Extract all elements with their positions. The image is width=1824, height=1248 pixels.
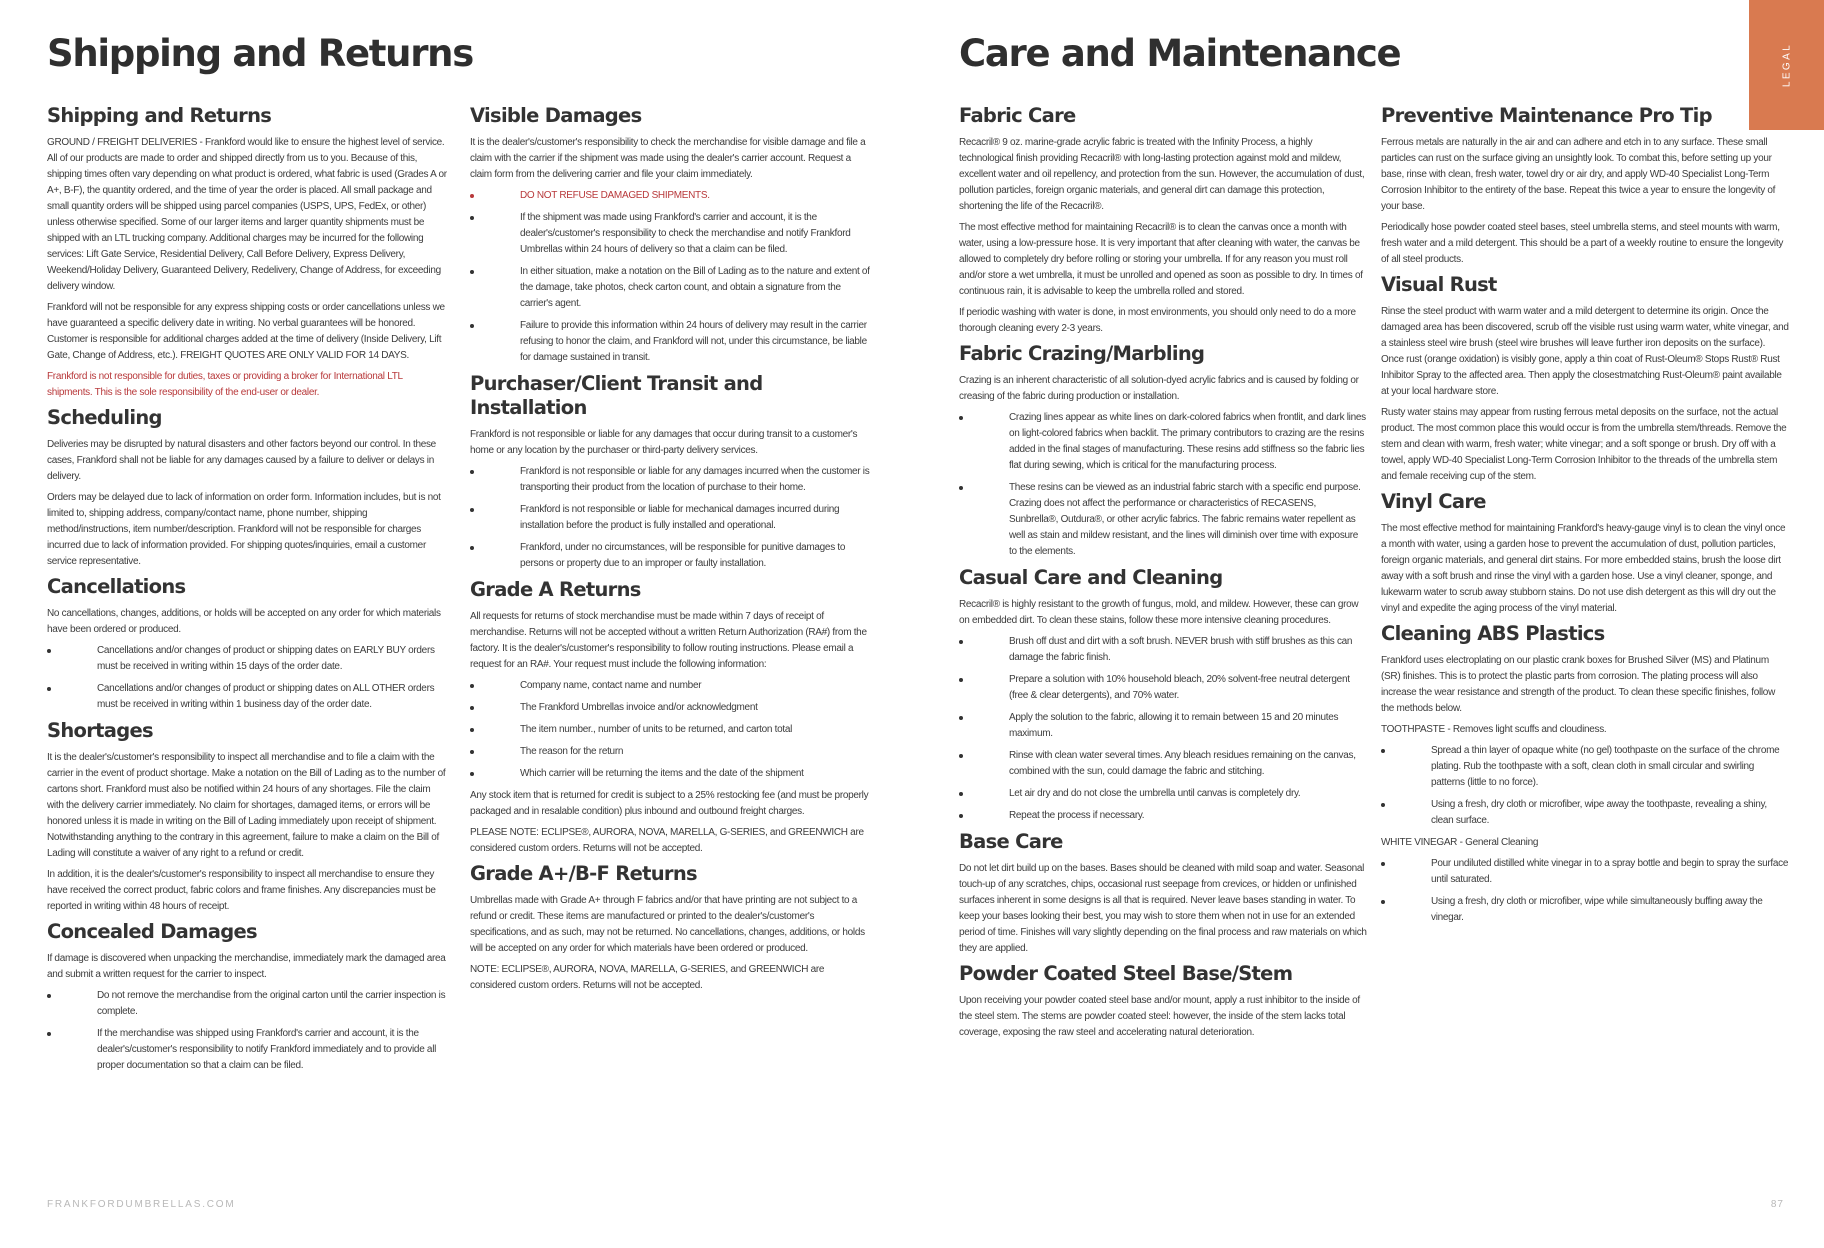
paragraph: It is the dealer's/customer's responsibility to check the merchandise for visible damage and file a claim with the carrier if the shipment was made using the dealer's carrier account. Request a claim form from the delivering carrier and file your claim immediately. <box>470 137 866 180</box>
list-item-text: In either situation, make a notation on the Bill of Lading as to the nature and extent of the damage, take photos, check carton count, and obtain a signature from the carrier's agent. <box>520 266 870 309</box>
bullet-dot-icon <box>470 750 474 754</box>
section-grade-a-b-f-returns <box>470 862 872 994</box>
page-title-left: Shipping and Returns <box>47 32 473 75</box>
bullet-dot-icon <box>959 640 963 644</box>
bullet-dot-icon <box>470 728 474 732</box>
list-item <box>959 480 1367 560</box>
list-item-text: Pour undiluted distilled white vinegar in to a spray bottle and begin to spray the surface until saturated. <box>1431 858 1789 885</box>
list-item-text: Spread a thin layer of opaque white (no gel) toothpaste on the surface of the chrome plating. Rub the toothpaste with a soft, clean cloth in small circular and swirling patterns (little to no force). <box>1431 745 1780 788</box>
section-visible-damages <box>470 104 872 366</box>
bullet-dot-icon <box>470 194 474 198</box>
legal-section-tab <box>1749 0 1824 130</box>
legal-tab-label: LEGAL <box>1781 42 1792 88</box>
section-cleaning-abs-plastics <box>1381 622 1790 926</box>
list-item <box>470 464 872 496</box>
list-item-text: Repeat the process if necessary. <box>1009 810 1145 821</box>
paragraph: The most effective method for maintaining Recacril® is to clean the canvas once a month with water, using a low-pressure hose. It is very important that after cleaning with water, the canvas be allowed to completely dry before rolling or storing your umbrella. If for any reason you must roll and/or store a wet umbrella, it must be unrolled and opened as soon as possible to dry. In times of continuous rain, it is advisable to keep the umbrella rolled and stored. <box>959 222 1363 297</box>
section-base-care <box>959 830 1367 957</box>
paragraph: Recacril® 9 oz. marine-grade acrylic fabric is treated with the Infinity Process, a highly technological finish providing Recacril® with long-lasting protection against mold and mildew, excellent water and oil repellency, and protection from the sun. However, the accumulation of dust, pollution particles, foreign organic materials, and general dirt can damage this protection, shortening the life of the Recacril®. <box>959 137 1365 212</box>
column-1 <box>47 104 449 1080</box>
bullet-dot-icon <box>959 416 963 420</box>
list-item-text: Apply the solution to the fabric, allowing it to remain between 15 and 20 minutes maximum. <box>1009 712 1339 739</box>
section-fabric-care <box>959 104 1367 337</box>
list-item <box>959 634 1367 666</box>
list-item-text: The Frankford Umbrellas invoice and/or acknowledgment <box>520 702 758 713</box>
bullet-dot-icon <box>47 687 51 691</box>
list-item-text: These resins can be viewed as an industrial fabric starch with a specific end purpose. Crazing does not affect the performance or characteristics of RECASENS, Sunbrella®, Outdura®, or other acrylic fabrics. The fabric remains water repellent as well as stain and mildew resistant, and the lines will diminish over time with exposure to the elements. <box>1009 482 1361 557</box>
section-heading: Visual Rust <box>1381 273 1497 296</box>
section-heading: Powder Coated Steel Base/Stem <box>959 962 1293 985</box>
section-casual-care-and-cleaning <box>959 566 1367 824</box>
bullet-dot-icon <box>959 754 963 758</box>
paragraph: Upon receiving your powder coated steel base and/or mount, apply a rust inhibitor to the inside of the steel stem. The stems are powder coated steel: however, the inside of the stem lacks total coverage, exposing the raw steel and accelerating natural deterioration. <box>959 995 1360 1038</box>
list-item <box>959 410 1367 474</box>
list-item-text: The reason for the return <box>520 746 624 757</box>
list-item <box>470 700 872 716</box>
section-heading: Preventive Maintenance Pro Tip <box>1381 104 1712 127</box>
section-purchaser-client-transit-and-installation <box>470 372 872 572</box>
section-heading: Cleaning ABS Plastics <box>1381 622 1605 645</box>
section-fabric-crazing-marbling <box>959 342 1367 560</box>
section-powder-coated-steel-base-stem <box>959 962 1367 1041</box>
section-scheduling <box>47 406 449 570</box>
paragraph: Crazing is an inherent characteristic of all solution-dyed acrylic fabrics and is caused by folding or creasing of the fabric during production or installation. <box>959 375 1359 402</box>
section-shortages <box>47 719 449 915</box>
list-item-text: Crazing lines appear as white lines on dark-colored fabrics when frontlit, and dark lines on light-colored fabrics when backlit. The primary contributors to crazing are the resins added in the final stages of manufacturing. These resins add stiffness so the fabric lies flat during sewing, which is critical for the manufacturing process. <box>1009 412 1366 471</box>
section-grade-a-returns <box>470 578 872 857</box>
bullet-dot-icon <box>959 486 963 490</box>
bullet-list <box>1381 856 1790 926</box>
column-3 <box>959 104 1367 1046</box>
list-item-text: Company name, contact name and number <box>520 680 702 691</box>
bullet-list <box>470 188 872 366</box>
paragraph: TOOTHPASTE - Removes light scuffs and cloudiness. <box>1381 724 1607 735</box>
bullet-dot-icon <box>959 792 963 796</box>
list-item <box>470 722 872 738</box>
paragraph: If periodic washing with water is done, in most environments, you should only need to do a more thorough cleaning every 2-3 years. <box>959 307 1356 334</box>
bullet-dot-icon <box>470 270 474 274</box>
list-item <box>470 502 872 534</box>
section-heading: Scheduling <box>47 406 162 429</box>
section-heading: Visible Damages <box>470 104 642 127</box>
paragraph: Rusty water stains may appear from rusting ferrous metal deposits on the surface, not the actual product. The most common place this would occur is from the umbrella stem/threads. Remove the stem and clean with warm, fresh water; white vinegar; and a soft sponge or brush. Dry off with a towel, apply WD-40 Specialist Long-Term Corrosion Inhibitor to the threads of the umbrella stem and female receiving cup of the stem. <box>1381 407 1787 482</box>
paragraph: Recacril® is highly resistant to the growth of fungus, mold, and mildew. However, these can grow on embedded dirt. To clean these stains, follow these more intensive cleaning procedures. <box>959 599 1359 626</box>
paragraph: Orders may be delayed due to lack of information on order form. Information includes, but is not limited to, shipping address, company/contact name, phone number, shipping method/instructions, item number/description. Frankford will not be responsible for charges incurred due to lack of information provided. For shipping quotes/inquiries, email a customer service representative. <box>47 492 441 567</box>
list-item <box>1381 743 1790 791</box>
paragraph: All requests for returns of stock merchandise must be made within 7 days of receipt of merchandise. Returns will not be accepted without a written Return Authorization (RA#) from the factory. It is the dealer's/customer's responsibility to follow routing instructions. Please email a request for an RA#. Your request must include the following information: <box>470 611 867 670</box>
paragraph: GROUND / FREIGHT DELIVERIES - Frankford would like to ensure the highest level of service. All of our products are made to order and shipped directly from us to you. Because of this, shipping times often vary depending on what product is ordered, what fabric is used (Grades A or A+, B-F), the quantity ordered, and the time of year the order is placed. All small package and small quantity orders will be shipped using parcel companies (USPS, UPS, FedEx, or other) unless otherwise specified. Some of our larger items and larger quantity shipments must be shipped with an LTL trucking company. Additional charges may be incurred for the following services: Lift Gate Service, Residential Delivery, Call Before Delivery, Express Delivery, Weekend/Holiday Delivery, Guaranteed Delivery, Redelivery, Change of Address, for exceeding delivery window. <box>47 137 447 292</box>
paragraph: NOTE: ECLIPSE®, AURORA, NOVA, MARELLA, G-SERIES, and GREENWICH are considered custom orders. Returns will not be accepted. <box>470 964 825 991</box>
section-heading: Fabric Crazing/Marbling <box>959 342 1205 365</box>
column-2 <box>470 104 872 999</box>
list-item <box>47 1026 449 1074</box>
bullet-dot-icon <box>47 1032 51 1036</box>
bullet-dot-icon <box>1381 862 1385 866</box>
bullet-dot-icon <box>47 994 51 998</box>
footer-url: FRANKFORDUMBRELLAS.COM <box>47 1199 236 1210</box>
list-item <box>470 188 872 204</box>
page-number: 87 <box>1770 1199 1784 1210</box>
paragraph: If damage is discovered when unpacking the merchandise, immediately mark the damaged area and submit a written request for the carrier to inspect. <box>47 953 446 980</box>
list-item <box>470 318 872 366</box>
section-heading: Concealed Damages <box>47 920 257 943</box>
section-visual-rust <box>1381 273 1790 485</box>
list-item-text: Cancellations and/or changes of product or shipping dates on ALL OTHER orders must be received in writing within 1 business day of the order date. <box>97 683 435 710</box>
section-heading: Grade A+/B-F Returns <box>470 862 697 885</box>
section-heading: Shipping and Returns <box>47 104 272 127</box>
list-item <box>959 710 1367 742</box>
section-vinyl-care <box>1381 490 1790 617</box>
bullet-dot-icon <box>959 716 963 720</box>
bullet-dot-icon <box>470 772 474 776</box>
section-shipping-and-returns <box>47 104 449 401</box>
list-item <box>470 210 872 258</box>
paragraph: Ferrous metals are naturally in the air and can adhere and etch in to any surface. These small particles can rust on the surface giving an unsightly look. To combat this, before setting up your base, rinse with clean, fresh water, towel dry or air dry, and apply WD-40 Specialist Long-Term Corrosion Inhibitor to the entirety of the base. Repeat this twice a year to ensure the longevity of your base. <box>1381 137 1776 212</box>
list-item <box>470 678 872 694</box>
list-item <box>1381 894 1790 926</box>
list-item <box>47 988 449 1020</box>
section-concealed-damages <box>47 920 449 1074</box>
bullet-dot-icon <box>470 324 474 328</box>
page-title-right: Care and Maintenance <box>959 32 1401 75</box>
list-item <box>959 786 1367 802</box>
list-item <box>959 808 1367 824</box>
paragraph: Frankford is not responsible or liable for any damages that occur during transit to a customer's home or any location by the purchaser or third-party delivery services. <box>470 429 858 456</box>
section-heading: Purchaser/Client Transit and Installation <box>470 372 763 419</box>
list-item-text: Using a fresh, dry cloth or microfiber, wipe away the toothpaste, revealing a shiny, clean surface. <box>1431 799 1767 826</box>
bullet-list <box>470 464 872 572</box>
list-item <box>470 540 872 572</box>
bullet-dot-icon <box>470 508 474 512</box>
list-item-text: If the shipment was made using Frankford's carrier and account, it is the dealer's/customer's responsibility to check the merchandise and notify Frankford Umbrellas within 24 hours of delivery so that a claim can be filed. <box>520 212 851 255</box>
list-item-text: Prepare a solution with 10% household bleach, 20% solvent-free neutral detergent (free & clear detergents), and 70% water. <box>1009 674 1350 701</box>
paragraph: Rinse the steel product with warm water and a mild detergent to determine its origin. Once the damaged area has been discovered, scrub off the visible rust using warm water, white vinegar, and a stainless steel wire brush (steel wire brushes will leave further iron deposits on the surface). Once rust (orange oxidation) is visibly gone, apply a thin coat of Rust-Oleum® Stops Rust® Rust Inhibitor Spray to the affected area. Then apply the closestmatching Rust-Oleum® paint available at your local hardware store. <box>1381 306 1789 397</box>
list-item-text: Frankford is not responsible or liable for mechanical damages incurred during installation before the product is fully installed and operational. <box>520 504 840 531</box>
list-item-text: Failure to provide this information within 24 hours of delivery may result in the carrier refusing to honor the claim, and Frankford will not, under this circumstance, be liable for damage sustained in transit. <box>520 320 867 363</box>
bullet-list <box>47 643 449 713</box>
bullet-list <box>959 634 1367 824</box>
list-item <box>47 643 449 675</box>
section-cancellations <box>47 575 449 713</box>
list-item-text: Which carrier will be returning the items and the date of the shipment <box>520 768 804 779</box>
paragraph: No cancellations, changes, additions, or holds will be accepted on any order for which materials have been ordered or produced. <box>47 608 441 635</box>
bullet-dot-icon <box>959 814 963 818</box>
paragraph: Any stock item that is returned for credit is subject to a 25% restocking fee (and must be properly packaged and in resalable condition) plus inbound and outbound freight charges. <box>470 790 869 817</box>
bullet-list <box>47 988 449 1074</box>
list-item-text: DO NOT REFUSE DAMAGED SHIPMENTS. <box>520 190 710 201</box>
section-heading: Casual Care and Cleaning <box>959 566 1223 589</box>
bullet-dot-icon <box>470 470 474 474</box>
paragraph: It is the dealer's/customer's responsibility to inspect all merchandise and to file a claim with the carrier in the event of product shortage. Make a notation on the Bill of Lading as to the number of cartons short. Frankford must also be notified within 24 hours of any shortages. File the claim with the delivery carrier immediately. No claim for shortages, damaged items, or errors will be honored unless it is made in writing on the Bill of Lading immediately upon receipt of shipment. Notwithstanding anything to the contrary in this agreement, failure to make a claim on the Bill of Lading will constitute a waiver of any right to a refund or credit. <box>47 752 446 859</box>
section-heading: Vinyl Care <box>1381 490 1486 513</box>
list-item <box>1381 797 1790 829</box>
bullet-dot-icon <box>470 546 474 550</box>
section-heading: Fabric Care <box>959 104 1076 127</box>
bullet-dot-icon <box>47 649 51 653</box>
list-item-text: Using a fresh, dry cloth or microfiber, wipe while simultaneously buffing away the vinegar. <box>1431 896 1763 923</box>
section-heading: Base Care <box>959 830 1063 853</box>
list-item-text: Cancellations and/or changes of product or shipping dates on EARLY BUY orders must be received in writing within 15 days of the order date. <box>97 645 435 672</box>
paragraph: WHITE VINEGAR - General Cleaning <box>1381 837 1539 848</box>
list-item <box>1381 856 1790 888</box>
paragraph: In addition, it is the dealer's/customer's responsibility to inspect all merchandise to ensure they have received the correct product, fabric colors and frame finishes. Any discrepancies must be reported in writing within 48 hours of receipt. <box>47 869 436 912</box>
bullet-dot-icon <box>470 684 474 688</box>
paragraph: Frankford will not be responsible for any express shipping costs or order cancellations unless we have guaranteed a specific delivery date in writing. No verbal guarantees will be honored. Customer is responsible for additional charges added at the time of delivery (Inside Delivery, Lift Gate, Change of Address, etc.). FREIGHT QUOTES ARE ONLY VALID FOR 14 DAYS. <box>47 302 445 361</box>
section-preventive-maintenance-pro-tip <box>1381 104 1790 268</box>
bullet-list <box>1381 743 1790 829</box>
bullet-dot-icon <box>1381 749 1385 753</box>
section-heading: Grade A Returns <box>470 578 641 601</box>
paragraph: Deliveries may be disrupted by natural disasters and other factors beyond our control. In these cases, Frankford shall not be liable for any damages caused by a failure to deliver or delays in delivery. <box>47 439 436 482</box>
bullet-list <box>470 678 872 782</box>
list-item-text: Let air dry and do not close the umbrella until canvas is completely dry. <box>1009 788 1301 799</box>
list-item <box>470 264 872 312</box>
paragraph: Umbrellas made with Grade A+ through F fabrics and/or that have printing are not subject to a refund or credit. These items are manufactured or printed to the dealer's/customer's specifications, and as such, may not be returned. No cancellations, changes, additions, or holds will be accepted on any order for which materials have been ordered or produced. <box>470 895 865 954</box>
section-heading: Shortages <box>47 719 153 742</box>
column-4 <box>1381 104 1790 932</box>
section-heading: Cancellations <box>47 575 186 598</box>
bullet-dot-icon <box>959 678 963 682</box>
paragraph: Do not let dirt build up on the bases. Bases should be cleaned with mild soap and water. Seasonal touch-up of any scratches, chips, occasional rust seepage from crevices, or hidden or unfinished surfaces inherent in some designs is all that is required. Never leave bases standing in water. To keep your bases looking their best, you may wish to store them when not in use for an extended period of time. Finishes will vary slightly depending on the final process and raw materials on which they are applied. <box>959 863 1367 954</box>
paragraph: PLEASE NOTE: ECLIPSE®, AURORA, NOVA, MARELLA, G-SERIES, and GREENWICH are considered custom orders. Returns will not be accepted. <box>470 827 864 854</box>
list-item-text: If the merchandise was shipped using Frankford's carrier and account, it is the dealer's/customer's responsibility to notify Frankford immediately and to provide all proper documentation so that a claim can be filed. <box>97 1028 437 1071</box>
list-item-text: Frankford, under no circumstances, will be responsible for punitive damages to persons or property due to an improper or faulty installation. <box>520 542 846 569</box>
list-item-text: The item number., number of units to be returned, and carton total <box>520 724 793 735</box>
paragraph: Periodically hose powder coated steel bases, steel umbrella stems, and steel mounts with warm, fresh water and a mild detergent. This should be a part of a weekly routine to ensure the longevity of all steel products. <box>1381 222 1784 265</box>
list-item <box>470 766 872 782</box>
list-item <box>959 672 1367 704</box>
bullet-dot-icon <box>470 706 474 710</box>
list-item <box>47 681 449 713</box>
list-item-text: Brush off dust and dirt with a soft brush. NEVER brush with stiff brushes as this can damage the fabric finish. <box>1009 636 1353 663</box>
paragraph: Frankford uses electroplating on our plastic crank boxes for Brushed Silver (MS) and Platinum (SR) finishes. This is to protect the plastic parts from corrosion. The plating process will also increase the wear resistance and strength of the product. To clean these specific finishes, follow the methods below. <box>1381 655 1775 714</box>
bullet-dot-icon <box>1381 900 1385 904</box>
notice-paragraph: Frankford is not responsible for duties, taxes or providing a broker for International LTL shipments. This is the sole responsibility of the end-user or dealer. <box>47 371 403 398</box>
bullet-list <box>959 410 1367 560</box>
list-item-text: Frankford is not responsible or liable for any damages incurred when the customer is transporting their product from the location of purchase to their home. <box>520 466 870 493</box>
list-item-text: Do not remove the merchandise from the original carton until the carrier inspection is complete. <box>97 990 446 1017</box>
paragraph: The most effective method for maintaining Frankford's heavy-gauge vinyl is to clean the vinyl once a month with water, using a garden hose to prevent the accumulation of dust, pollution particles, foreign organic materials, and general dirt stains. For more embedded stains, brush the loose dirt away with a soft brush and rinse the vinyl with a garden hose. Use a vinyl cleaner, sponge, and lukewarm water to scrub away stubborn stains. Do not use dish detergent as this will dry out the vinyl and expedite the aging process of the vinyl material. <box>1381 523 1786 614</box>
list-item-text: Rinse with clean water several times. Any bleach residues remaining on the canvas, combined with the sun, could damage the fabric and stitching. <box>1009 750 1356 777</box>
bullet-dot-icon <box>1381 803 1385 807</box>
list-item <box>470 744 872 760</box>
list-item <box>959 748 1367 780</box>
bullet-dot-icon <box>470 216 474 220</box>
